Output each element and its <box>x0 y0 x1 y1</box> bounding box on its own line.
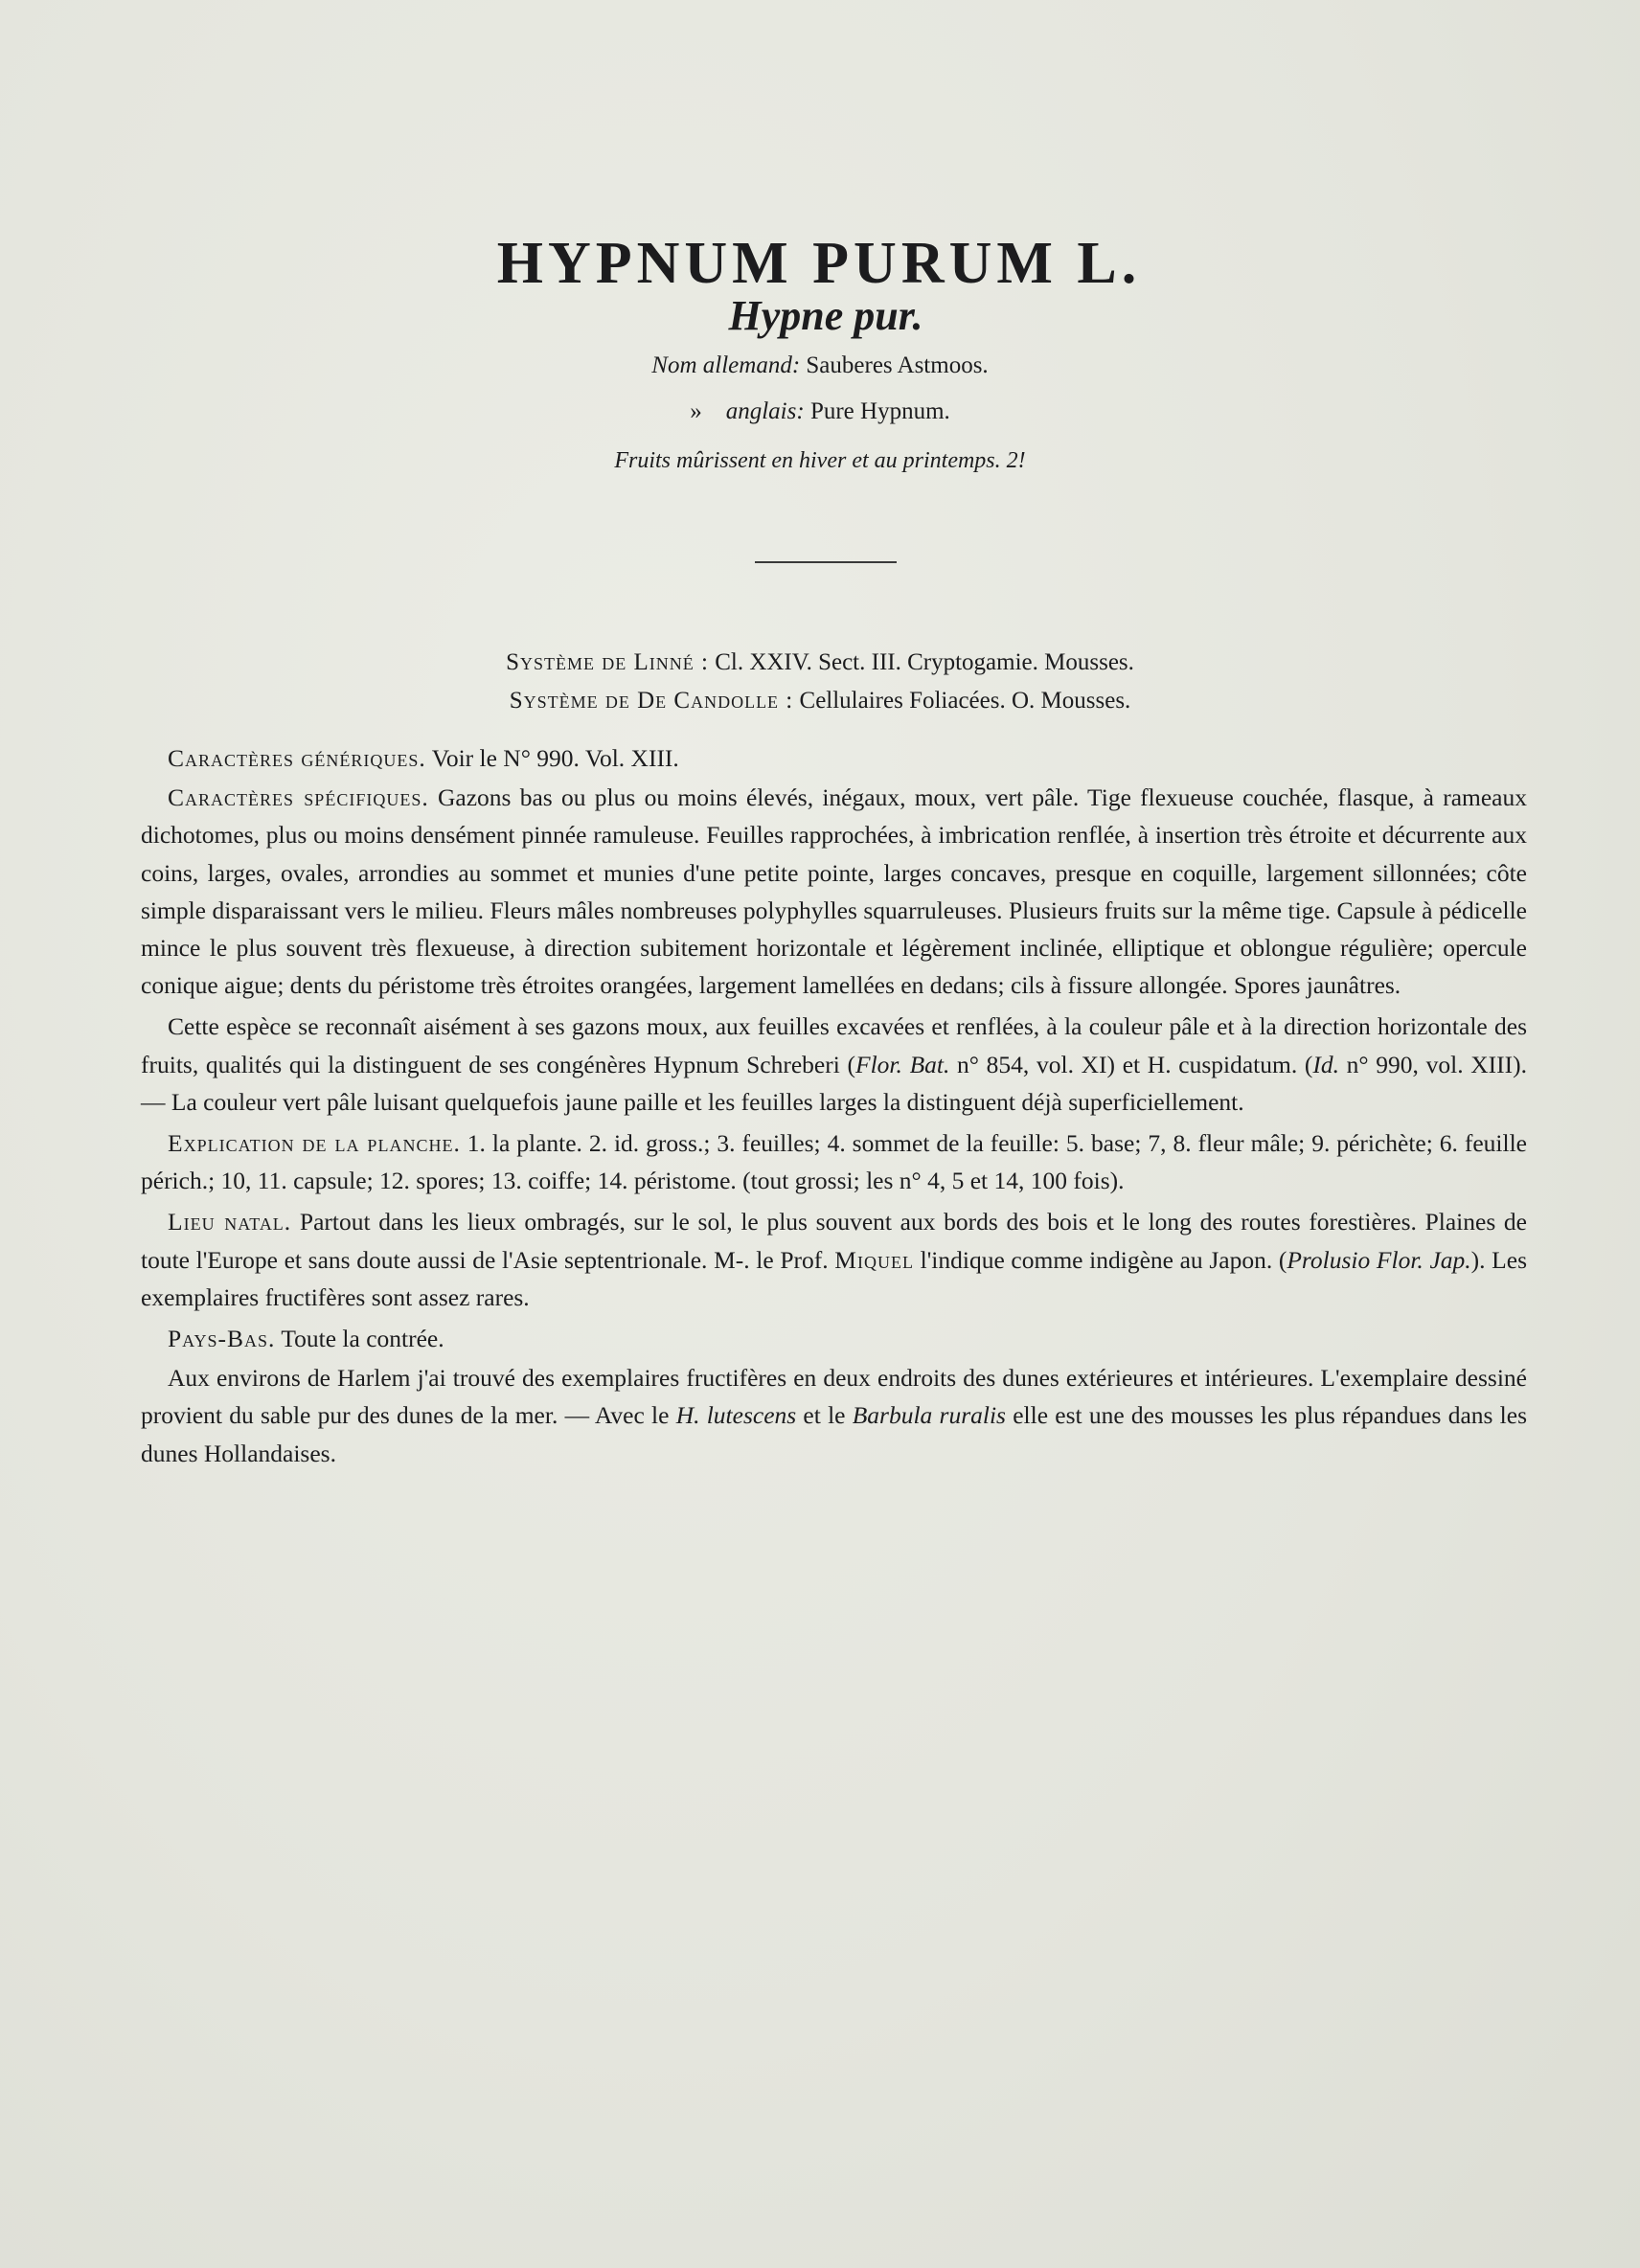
decandolle-system <box>0 688 1640 714</box>
remark-ref-2: Id. <box>1312 1050 1339 1078</box>
harlem-text-3: elle est une des mousses les plus répandues dans les dunes Hollandaises. <box>141 1401 1527 1467</box>
netherlands-label: Pays-Bas. <box>168 1325 276 1353</box>
specific-paragraph <box>141 779 1527 1004</box>
german-label: Nom allemand: <box>651 352 801 378</box>
habitat-text-2: l'indique comme indigène au Japon. ( <box>913 1245 1287 1274</box>
habitat-text-1: Partout dans les lieux ombragés, sur le sol, le plus souvent aux bords des bois et le long des routes forestières. Plaines de toute l'Europe et sans doute aussi de l'Asie septentrionale. M-. le Prof. <box>141 1208 1528 1274</box>
fruiting-line: Fruits mûrissent en hiver et au printemps. 2! <box>614 448 1026 473</box>
specific-label: Caractères spécifiques. <box>168 783 429 812</box>
english-name-line <box>0 398 1640 425</box>
page-subtitle: Hypne pur. <box>728 292 923 339</box>
decandolle-label: Système de De Candolle : <box>509 688 794 714</box>
harlem-paragraph <box>141 1359 1527 1472</box>
linne-label: Système de Linné : <box>506 649 709 675</box>
remark-text-1: Cette espèce se reconnaît aisément à ses gazons moux, aux feuilles excavées et renflées, à la couleur pâle et à la direction horizontale des fruits, qualités qui la distinguent de ses congénères Hypnum Schreberi ( <box>141 1012 1527 1078</box>
linne-text: Cl. XXIV. Sect. III. Cryptogamie. Mousses. <box>715 649 1134 675</box>
habitat-label: Lieu natal. <box>168 1208 292 1236</box>
habitat-paragraph <box>141 1203 1527 1316</box>
harlem-text-1: Aux environs de Harlem j'ai trouvé des exemplaires fructifères en deux endroits des dunes extérieures et intérieures. L'exemplaire dessiné provient du sable pur des dunes de la mer. — Avec le <box>141 1364 1527 1430</box>
plate-text: 1. la plante. 2. id. gross.; 3. feuilles; 4. sommet de la feuille: 5. base; 7, 8. fleur mâle; 9. périchète; 6. feuille périch.; 10, 11. capsule; 12. spores; 13. coiffe; 14. péristome. (tout grossi; les n° 4, 5 et 14, 100 fois). <box>141 1129 1527 1195</box>
netherlands-paragraph <box>141 1320 1527 1357</box>
harlem-text-2: et le <box>796 1401 853 1430</box>
linne-system <box>0 649 1640 676</box>
generic-text: Voir le N° 990. Vol. XIII. <box>431 744 679 772</box>
decandolle-text: Cellulaires Foliacées. O. Mousses. <box>799 688 1131 714</box>
page-title: HYPNUM PURUM L. <box>496 231 1142 296</box>
remark-text-2: n° 854, vol. XI) et H. cuspidatum. ( <box>949 1050 1313 1078</box>
german-name-line <box>0 352 1640 379</box>
divider <box>755 561 897 563</box>
harlem-species-1: H. lutescens <box>675 1401 797 1430</box>
netherlands-text: Toute la contrée. <box>281 1325 444 1353</box>
remark-paragraph <box>141 1008 1527 1121</box>
ditto-mark: » <box>690 398 702 424</box>
habitat-author: Miquel <box>834 1245 914 1274</box>
body-text <box>141 739 1527 1476</box>
remark-ref-1: Flor. Bat. <box>855 1050 950 1078</box>
german-name: Sauberes Astmoos. <box>806 352 989 378</box>
specific-text: Gazons bas ou plus ou moins élevés, inégaux, moux, vert pâle. Tige flexueuse couchée, flasque, à rameaux dichotomes, plus ou moins densément pinnée ramuleuse. Feuilles rapprochées, à imbrication renflée, à insertion très étroite et décurrente aux coins, larges, ovales, arrondies au sommet et munies d'une petite pointe, larges concaves, presque en coquille, largement sillonnées; côte simple disparaissant vers le milieu. Fleurs mâles nombreuses polyphylles squarruleuses. Plusieurs fruits sur la même tige. Capsule à pédicelle mince le plus souvent très flexueuse, à direction subitement horizontale et légèrement inclinée, elliptique et oblongue régulière; opercule conique aigue; dents du péristome très étroites orangées, largement lamellées en dedans; cils à fissure allongée. Spores jaunâtres. <box>141 783 1527 1000</box>
remark-text-3: n° 990, vol. XIII). — La couleur vert pâle luisant quelquefois jaune paille et les feuilles larges la distinguent déjà superficiellement. <box>141 1050 1528 1116</box>
generic-label: Caractères génériques. <box>168 744 426 772</box>
generic-paragraph <box>141 739 1527 777</box>
harlem-species-2: Barbula ruralis <box>852 1401 1006 1430</box>
habitat-ref: Prolusio Flor. Jap. <box>1287 1245 1471 1274</box>
plate-paragraph <box>141 1124 1527 1199</box>
habitat-text-3: ). Les exemplaires fructifères sont assez rares. <box>141 1245 1527 1311</box>
english-name: Pure Hypnum. <box>809 398 950 424</box>
english-label: anglais: <box>725 398 805 424</box>
plate-label: Explication de la planche. <box>168 1129 461 1158</box>
